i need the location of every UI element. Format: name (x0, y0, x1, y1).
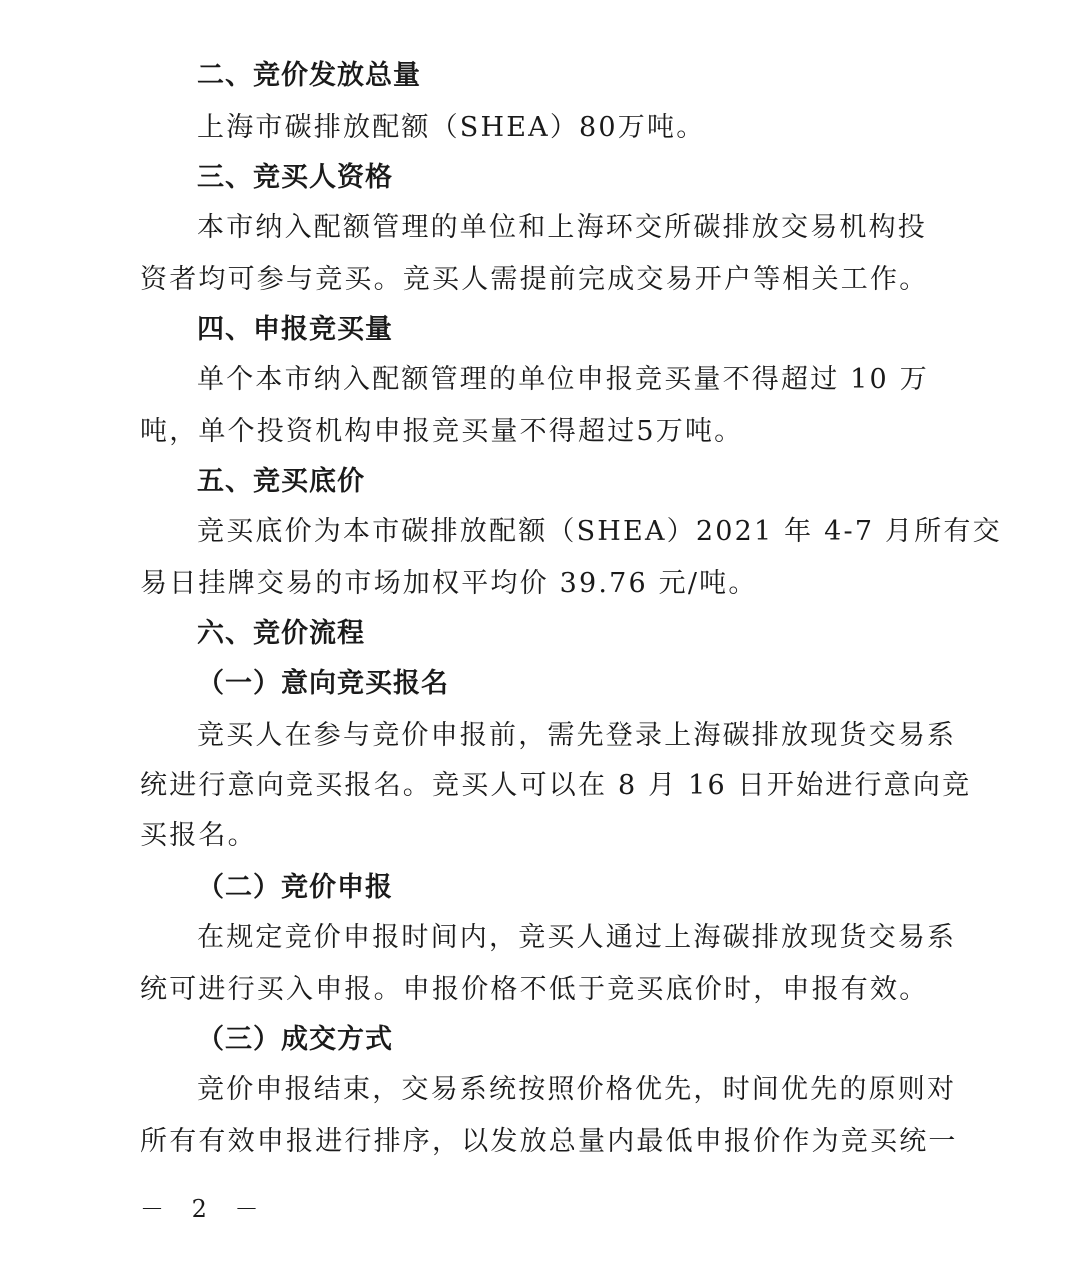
section-6-2-paragraph-line-2: 统可进行买入申报。申报价格不低于竞买底价时，申报有效。 (140, 974, 929, 1005)
section-4-paragraph-line-1: 单个本市纳入配额管理的单位申报竞买量不得超过 10 万 (197, 364, 929, 395)
section-5-paragraph-line-1: 竞买底价为本市碳排放配额（SHEA）2021 年 4-7 月所有交 (197, 516, 1002, 547)
section-6-1-paragraph-line-3: 买报名。 (140, 820, 257, 851)
section-4-heading: 四、申报竞买量 (197, 314, 393, 345)
section-3-paragraph-line-1: 本市纳入配额管理的单位和上海环交所碳排放交易机构投 (197, 212, 927, 243)
section-6-3-paragraph-line-2: 所有有效申报进行排序，以发放总量内最低申报价作为竞买统一 (140, 1126, 958, 1157)
section-5-paragraph-line-2: 易日挂牌交易的市场加权平均价 39.76 元/吨。 (140, 568, 758, 599)
section-6-1-paragraph-line-1: 竞买人在参与竞价申报前，需先登录上海碳排放现货交易系 (197, 720, 957, 751)
section-5-heading: 五、竞买底价 (197, 466, 365, 497)
section-6-1-paragraph-line-2: 统进行意向竞买报名。竞买人可以在 8 月 16 日开始进行意向竞 (140, 770, 972, 801)
section-4-paragraph-line-2: 吨，单个投资机构申报竞买量不得超过5万吨。 (140, 416, 744, 447)
section-6-3-heading: （三）成交方式 (197, 1024, 393, 1055)
section-2-paragraph: 上海市碳排放配额（SHEA）80万吨。 (197, 112, 706, 143)
section-6-heading: 六、竞价流程 (197, 618, 365, 649)
section-3-paragraph-line-2: 资者均可参与竞买。竞买人需提前完成交易开户等相关工作。 (140, 264, 929, 295)
section-2-heading: 二、竞价发放总量 (197, 60, 421, 91)
section-6-2-heading: （二）竞价申报 (197, 872, 393, 903)
section-3-heading: 三、竞买人资格 (197, 162, 393, 193)
page-number: － 2 － (140, 1195, 269, 1223)
section-6-3-paragraph-line-1: 竞价申报结束，交易系统按照价格优先，时间优先的原则对 (197, 1074, 957, 1105)
section-6-2-paragraph-line-1: 在规定竞价申报时间内，竞买人通过上海碳排放现货交易系 (197, 922, 957, 953)
section-6-1-heading: （一）意向竞买报名 (197, 668, 449, 699)
